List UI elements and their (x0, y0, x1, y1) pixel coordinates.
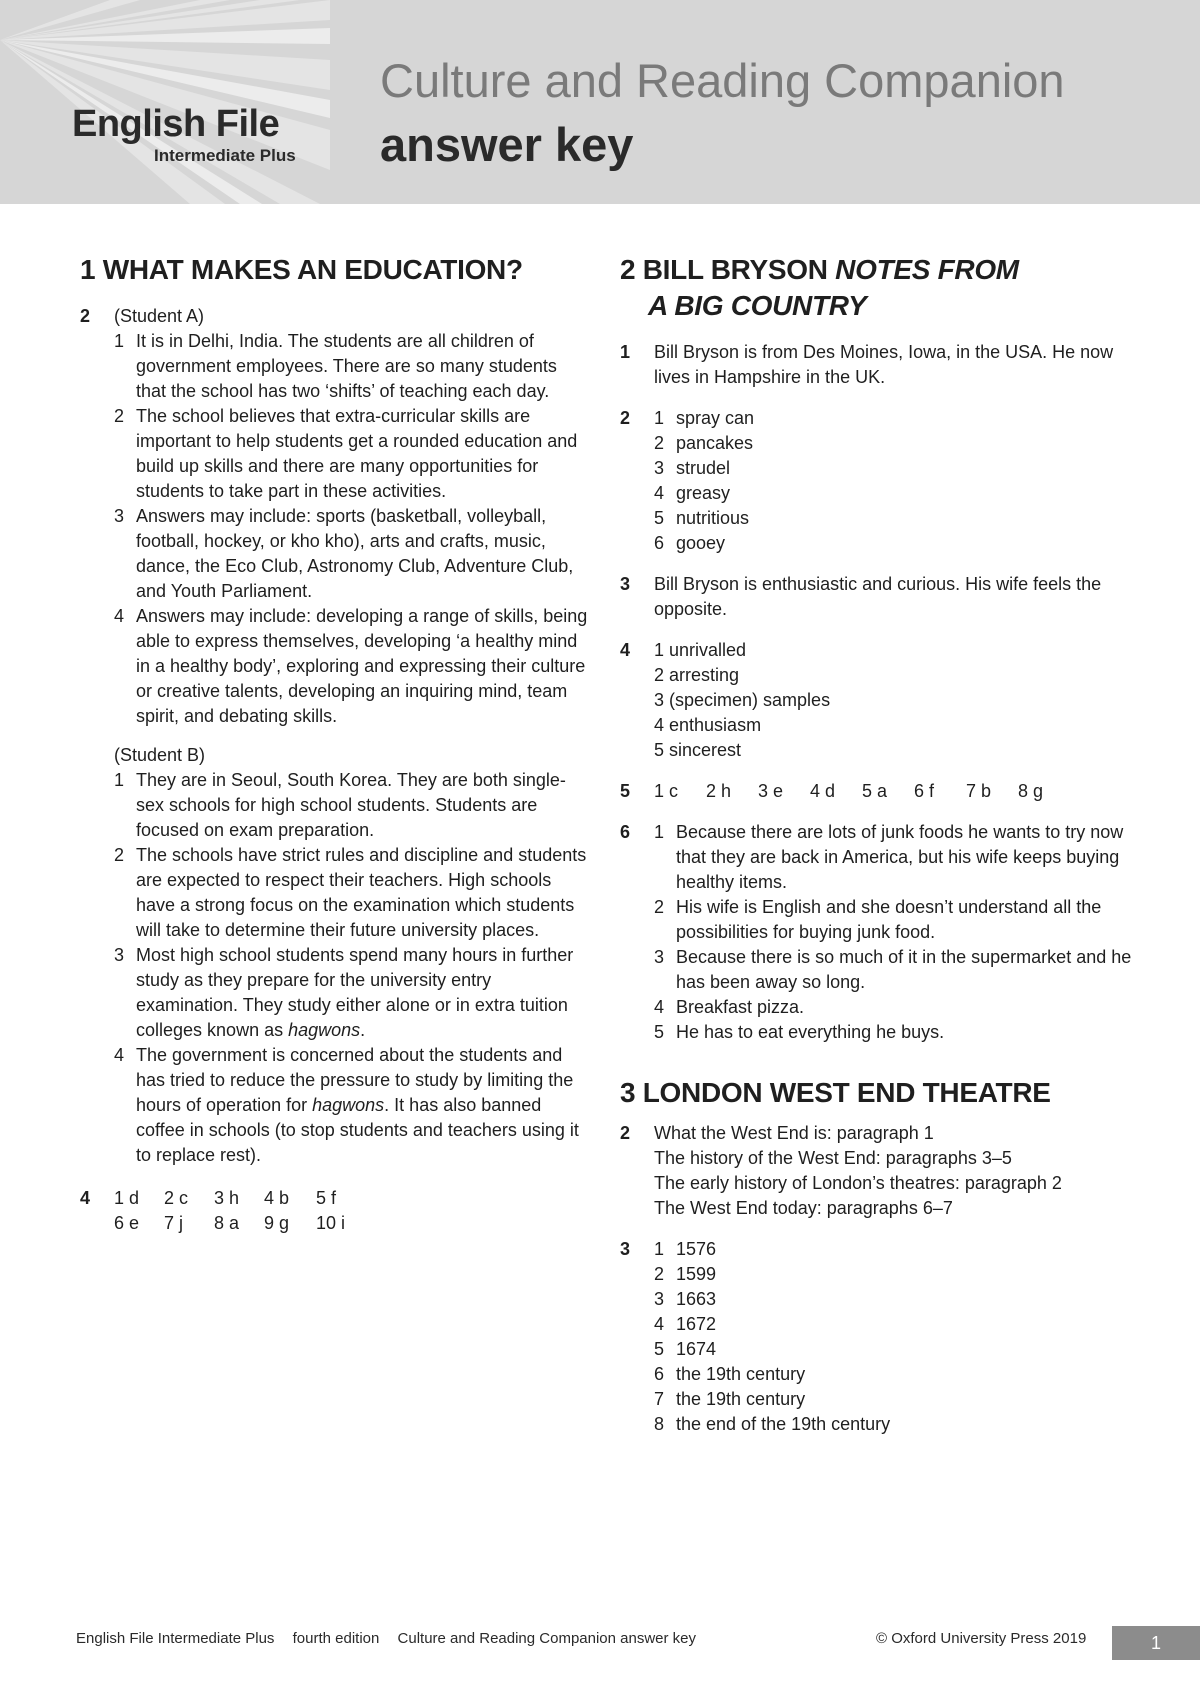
list-item: 3 Answers may include: sports (basketball, volleyball, football, hockey, or kho kho), arts and crafts, music, dance, the Eco Club, Astronomy Club, Adventure Club, and Youth Parliament. (114, 506, 574, 601)
section-title: 3 LONDON WEST END THEATRE (620, 1077, 1051, 1108)
list-item: 1 It is in Delhi, India. The students are all children of government employees. There are so many students that the school has two ‘shifts’ of teaching each day. (114, 331, 557, 401)
answer-row: 1 d 2 c 3 h 4 b 5 f (114, 1188, 337, 1208)
logo-title: English File (72, 103, 280, 145)
exercise-5: 5 1 c 2 h 3 e 4 d 5 a 6 f 7 b 8 g (620, 779, 1135, 804)
list-item: 4 greasy (654, 483, 731, 503)
list-item: 3 1663 (654, 1289, 717, 1309)
exercise-2 (80, 304, 588, 1168)
list-item: 5 nutritious (654, 508, 750, 528)
list-item: 1 1576 (654, 1239, 717, 1259)
list-item: 4 enthusiasm (654, 715, 762, 735)
list-item: 3 Most high school students spend many hours in further study as they prepare for the university entry examination. They study either alone or in extra tuition colleges known as hagwons. (114, 945, 574, 1040)
list-item: 6 gooey (654, 533, 726, 553)
list-item: 1 They are in Seoul, South Korea. They are both single-sex schools for high school students. Students are focused on exam preparation. (114, 770, 566, 840)
exercise-3: 3 Bill Bryson is enthusiastic and curious. His wife feels the opposite. (620, 574, 1102, 619)
list-item: 1 unrivalled (654, 640, 747, 660)
left-column (80, 252, 588, 1236)
student-a-label: (Student A) (114, 306, 205, 326)
list-item: 3 strudel (654, 458, 731, 478)
exercise-1: 1 Bill Bryson is from Des Moines, Iowa, in the USA. He now lives in Hampshire in the UK. (620, 342, 1114, 387)
exercise-2: 2 1 spray can 2 pancakes 3 strudel 4 greasy 5 nutritious 6 gooey (620, 406, 1135, 556)
list-item: 4 1672 (654, 1314, 717, 1334)
list-item: 1 Because there are lots of junk foods he wants to try now that they are back in America, but his wife keeps buying healthy items. (654, 822, 1124, 892)
footer-book-title: English File Intermediate Plus (76, 1630, 275, 1647)
answer-row: 1 c 2 h 3 e 4 d 5 a 6 f 7 b 8 g (654, 781, 1044, 801)
exercise-2: 2 What the West End is: paragraph 1 The history of the West End: paragraphs 3–5 The early history of London’s theatres: paragraph 2 The West End today: paragraphs 6–7 (620, 1121, 1135, 1221)
list-item: 5 1674 (654, 1339, 717, 1359)
list-item: 4 Breakfast pizza. (654, 997, 805, 1017)
right-column (620, 252, 1135, 1437)
exercise-number: 2 (80, 306, 91, 326)
logo-subtitle: Intermediate Plus (154, 146, 296, 165)
list-item: 7 the 19th century (654, 1389, 806, 1409)
header-band (0, 0, 1200, 204)
page-title-line2: answer key (380, 118, 634, 171)
exercise-3: 3 1 1576 2 1599 3 1663 4 1672 5 1674 6 the 19th century 7 the 19th century 8 the end of the 19th century (620, 1237, 1135, 1437)
list-item: 4 Answers may include: developing a range of skills, being able to express themselves, developing ‘a healthy mind in a healthy body’, exploring and expressing their culture or creative talents, developing an inquiring mind, team spirit, and debating skills. (114, 606, 588, 726)
copyright: © Oxford University Press 2019 (876, 1630, 1087, 1647)
exercise-6: 6 1 Because there are lots of junk foods he wants to try now that they are back in America, but his wife keeps buying healthy items. 2 His wife is English and she doesn’t understand all the possibilities for buying junk food. 3 Because there is so much of it in the supermarket and he has been away so long. 4 Breakfast pizza. 5 He has to eat everything he buys. (620, 820, 1135, 1045)
list-item: What the West End is: paragraph 1 (654, 1123, 934, 1143)
exercise-number: 4 (80, 1188, 91, 1208)
footer-edition: fourth edition (292, 1630, 380, 1647)
section-title: 1 WHAT MAKES AN EDUCATION? (80, 254, 523, 285)
list-item: 5 He has to eat everything he buys. (654, 1022, 945, 1042)
logo (72, 102, 296, 165)
footer (76, 1630, 710, 1647)
list-item: 2 1599 (654, 1264, 717, 1284)
exercise-4 (80, 1186, 588, 1236)
list-item: 3 (specimen) samples (654, 690, 831, 710)
list-item: 3 Because there is so much of it in the supermarket and he has been away so long. (654, 947, 1132, 992)
list-item: 2 pancakes (654, 433, 754, 453)
list-item: 1 spray can (654, 408, 755, 428)
list-item: 2 The school believes that extra-curricular skills are important to help students get a rounded education and build up skills and there are many opportunities for students to take part in these activities. (114, 406, 578, 501)
list-item: 8 the end of the 19th century (654, 1414, 891, 1434)
list-item: 2 His wife is English and she doesn’t understand all the possibilities for buying junk food. (654, 897, 1102, 942)
footer-document-title: Culture and Reading Companion answer key (397, 1630, 697, 1647)
list-item: The West End today: paragraphs 6–7 (654, 1198, 953, 1218)
page-title-line1: Culture and Reading Companion (380, 54, 1065, 107)
exercise-4: 4 1 unrivalled 2 arresting 3 (specimen) samples 4 enthusiasm 5 sincerest (620, 638, 1135, 763)
student-b-label: (Student B) (114, 745, 206, 765)
section-title: 2 BILL BRYSON NOTES FROM (620, 254, 1019, 285)
list-item: 2 arresting (654, 665, 740, 685)
page-number: 1 (1112, 1626, 1200, 1660)
list-item: 6 the 19th century (654, 1364, 806, 1384)
list-item: 4 The government is concerned about the students and has tried to reduce the pressure to study by limiting the hours of operation for hagwons. It has also banned coffee in schools (to stop students and teachers using it to replace rest). (114, 1045, 579, 1165)
answer-row: 6 e 7 j 8 a 9 g 10 i (114, 1213, 346, 1233)
section-title-line2: A BIG COUNTRY (648, 290, 867, 321)
list-item: The history of the West End: paragraphs 3–5 (654, 1148, 1012, 1168)
list-item: 2 The schools have strict rules and discipline and students are expected to respect their teachers. High schools have a strong focus on the examination which students will take to determine their future university places. (114, 845, 587, 940)
list-item: 5 sincerest (654, 740, 742, 760)
list-item: The early history of London’s theatres: paragraph 2 (654, 1173, 1062, 1193)
